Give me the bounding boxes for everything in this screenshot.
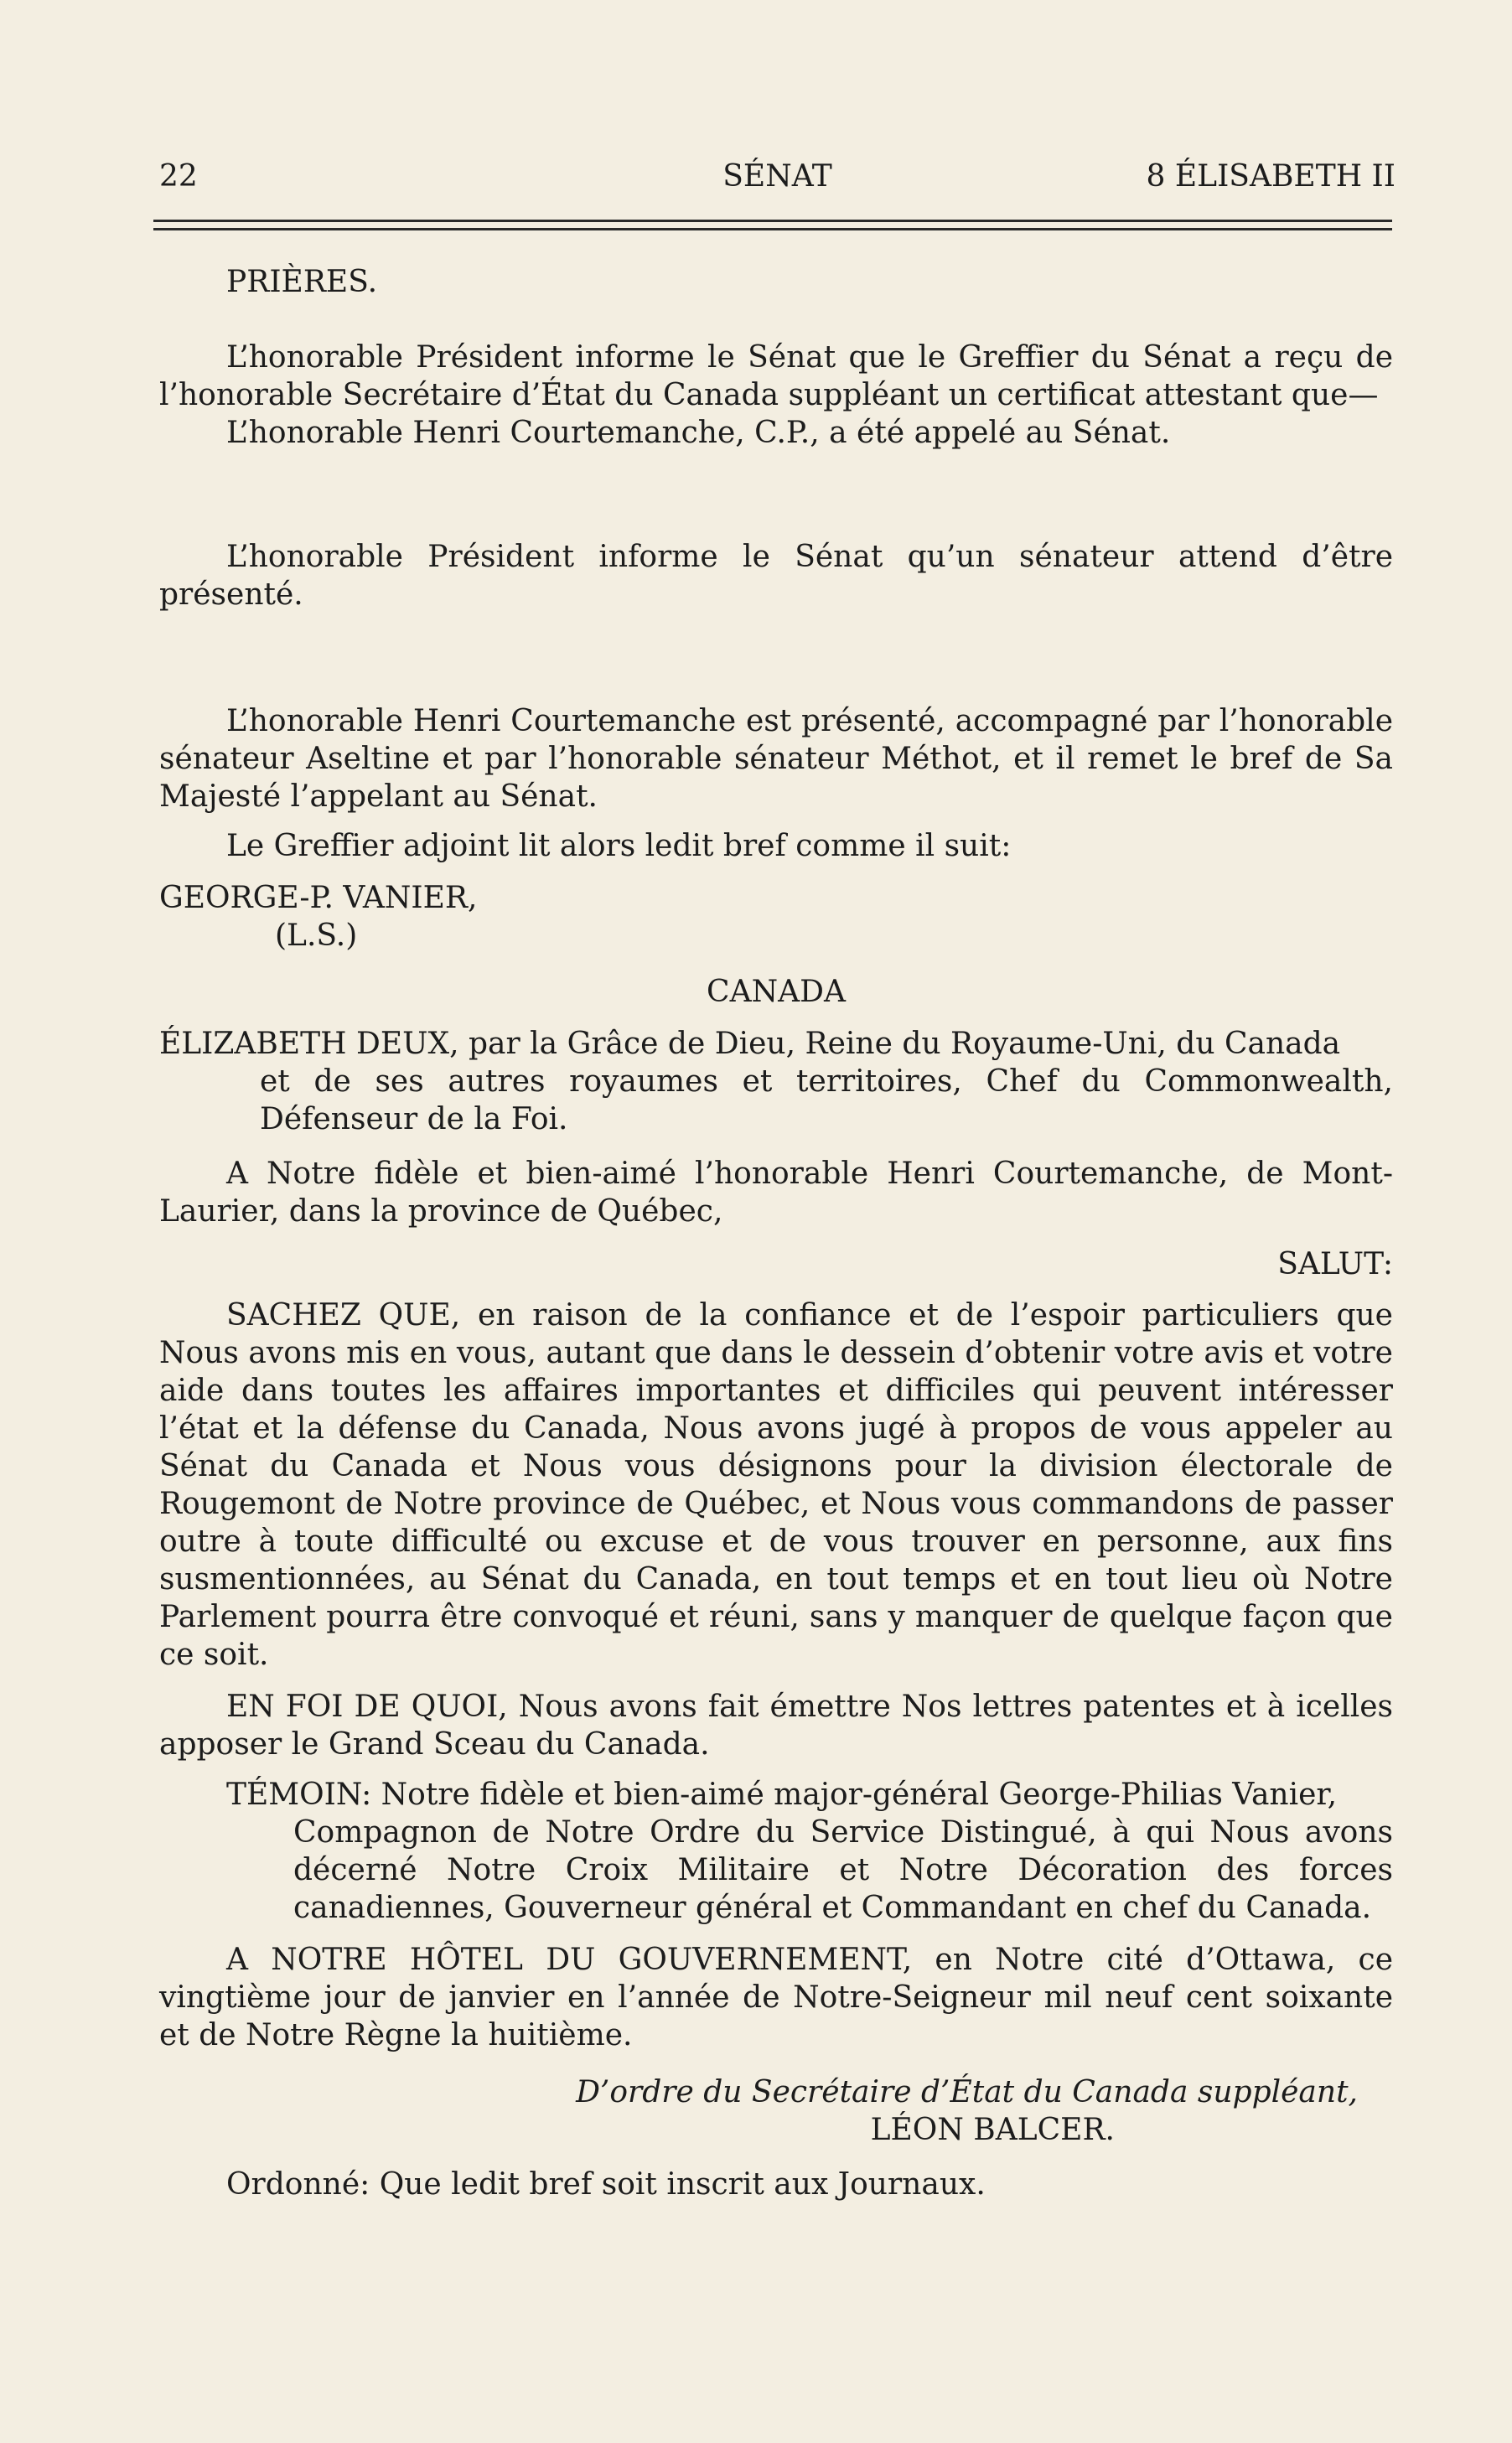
governor-name: GEORGE-P. VANIER,	[159, 881, 478, 915]
header-rule-bottom	[153, 228, 1392, 230]
canada-heading: CANADA	[707, 975, 846, 1009]
en-foi-paragraph: EN FOI DE QUOI, Nous avons fait émettre Nos lettres patentes et à icelles apposer le Grand Sceau du Canada.	[159, 1690, 1393, 1762]
temoin-lead: TÉMOIN: Notre fidèle et bien-aimé major-général George-Philias Vanier,	[226, 1778, 1338, 1812]
salutation: SALUT:	[1277, 1247, 1393, 1281]
running-header	[159, 159, 1395, 201]
address-paragraph: A Notre fidèle et bien-aimé l’honorable Henri Courtemanche, de Mont-Laurier, dans la province de Québec,	[159, 1157, 1393, 1229]
sachez-paragraph: SACHEZ QUE, en raison de la confiance et de l’espoir particuliers que Nous avons mis en vous, autant que dans le dessein d’obtenir votre avis et votre aide dans toutes les affaires importantes et difficiles qui peuvent intéresser l’état et la défense du Canada, Nous avons jugé à propos de vous appeler au Sénat du Canada et Nous vous désignons pour la division électorale de Rougemont de Notre province de Québec, et Nous vous commandons de passer outre à toute difficulté ou excuse et de vous trouver en personne, aux fins susmentionnées, au Sénat du Canada, en tout temps et en tout lieu où Notre Parlement pourra être convoqué et réuni, sans y manquer de quelque façon que ce soit.	[159, 1298, 1393, 1672]
paragraph-certificate: L’honorable Président informe le Sénat que le Greffier du Sénat a reçu de l’honorable Secrétaire d’État du Canada suppléant un certificat attestant que—	[159, 340, 1393, 412]
page-body	[159, 251, 1393, 2203]
paragraph-introduction: L’honorable Henri Courtemanche est présenté, accompagné par l’honorable sénateur Aseltine et par l’honorable sénateur Méthot, et il remet le bref de Sa Majesté l’appelant au Sénat.	[159, 704, 1393, 814]
elizabeth-lead: ÉLIZABETH DEUX, par la Grâce de Dieu, Reine du Royaume-Uni, du Canada	[159, 1027, 1341, 1061]
hotel-paragraph: A NOTRE HÔTEL DU GOUVERNEMENT, en Notre cité d’Ottawa, ce vingtième jour de janvier en l’année de Notre-Seigneur mil neuf cent soixante et de Notre Règne la huitième.	[159, 1943, 1393, 2052]
paragraph-appointment: L’honorable Henri Courtemanche, C.P., a été appelé au Sénat.	[226, 416, 1171, 450]
temoin-details: Compagnon de Notre Ordre du Service Distingué, à qui Nous avons décerné Notre Croix Militaire et Notre Décoration des forces canadiennes, Gouverneur général et Commandant en chef du Canada.	[293, 1815, 1393, 1925]
ordered-paragraph: Ordonné: Que ledit bref soit inscrit aux Journaux.	[226, 2167, 986, 2202]
header-title: SÉNAT	[722, 159, 832, 194]
paragraph-senator-waiting: L’honorable Président informe le Sénat qu’un sénateur attend d’être présenté.	[159, 540, 1393, 612]
header-regnal-year: 8 ÉLISABETH II	[1146, 159, 1395, 194]
order-attribution: D’ordre du Secrétaire d’État du Canada suppléant,	[576, 2075, 1358, 2109]
paragraph-clerk-reads: Le Greffier adjoint lit alors ledit bref comme il suit:	[226, 829, 1012, 863]
seal-mark: (L.S.)	[275, 919, 358, 953]
signatory-name: LÉON BALCER.	[870, 2113, 1115, 2147]
header-rule-top	[153, 220, 1392, 222]
elizabeth-titles: et de ses autres royaumes et territoires, Chef du Commonwealth, Défenseur de la Foi.	[260, 1064, 1393, 1136]
prayers-heading: PRIÈRES.	[226, 265, 378, 299]
page-number: 22	[159, 159, 198, 194]
